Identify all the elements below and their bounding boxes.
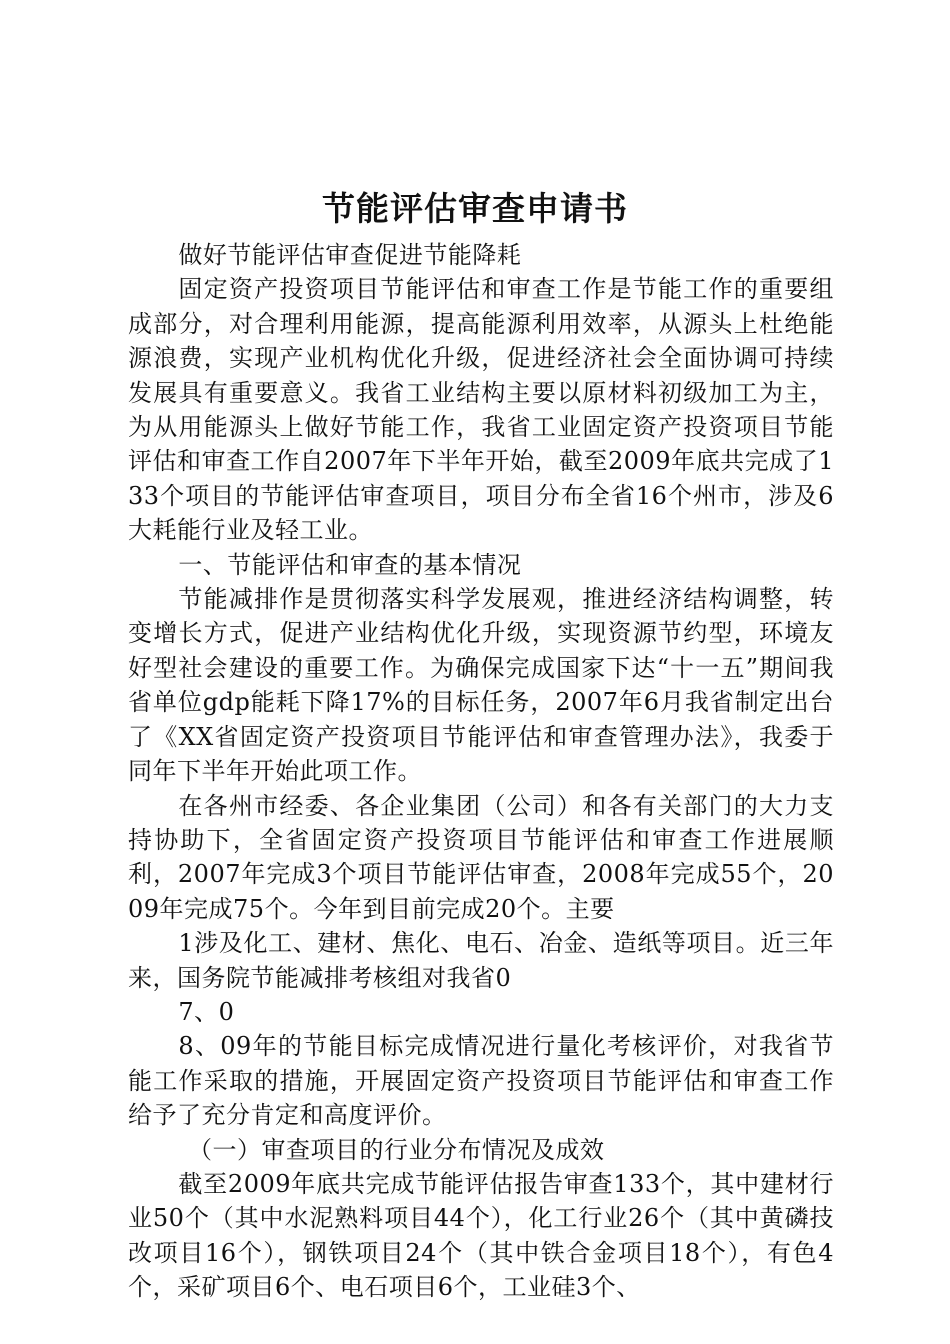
body-paragraph: 截至2009年底共完成节能评估报告审查133个，其中建材行业50个（其中水泥熟料项目44个），化工行业26个（其中黄磷技改项目16个），钢铁项目24个（其中铁合金项目18个），有色4个，采矿项目6个、电石项目6个，工业硅3个、: [128, 1169, 834, 1302]
document-body: [128, 238, 834, 1305]
document-title: 节能评估审查申请书: [322, 189, 628, 228]
subtitle-paragraph: 做好节能评估审查促进节能降耗: [178, 241, 522, 269]
body-paragraph: 7、0: [178, 997, 235, 1026]
intro-paragraph: 固定资产投资项目节能评估和审查工作是节能工作的重要组成部分，对合理利用能源，提高能源利用效率，从源头上杜绝能源浪费，实现产业机构优化升级，促进经济社会全面协调可持续发展具有重要意义。我省工业结构主要以原材料初级加工为主，为从用能源头上做好节能工作，我省工业固定资产投资项目节能评估和审查工作自2007年下半年开始，截至2009年底共完成了133个项目的节能评估审查项目，项目分布全省16个州市，涉及6大耗能行业及轻工业。: [128, 275, 834, 545]
body-paragraph: 1涉及化工、建材、焦化、电石、冶金、造纸等项目。近三年来，国务院节能减排考核组对我省0: [128, 929, 834, 992]
body-paragraph: 8、09年的节能目标完成情况进行量化考核评价，对我省节能工作采取的措施，开展固定资产投资项目节能评估和审查工作给予了充分肯定和高度评价。: [128, 1032, 834, 1130]
section-heading-basic-situation: 一、节能评估和审查的基本情况: [178, 550, 522, 579]
body-paragraph: 节能减排作是贯彻落实科学发展观，推进经济结构调整，转变增长方式，促进产业结构优化升级，实现资源节约型，环境友好型社会建设的重要工作。为确保完成国家下达“十一五”期间我省单位gdp能耗下降17%的目标任务，2007年6月我省制定出台了《XX省固定资产投资项目节能评估和审查管理办法》，我委于同年下半年开始此项工作。: [128, 585, 834, 786]
body-paragraph: 在各州市经委、各企业集团（公司）和各有关部门的大力支持协助下，全省固定资产投资项目节能评估和审查工作进展顺利，2007年完成3个项目节能评估审查，2008年完成55个，2009年完成75个。今年到目前完成20个。主要: [128, 791, 834, 923]
subsection-heading-industry-distribution: （一）审查项目的行业分布情况及成效: [188, 1135, 605, 1164]
